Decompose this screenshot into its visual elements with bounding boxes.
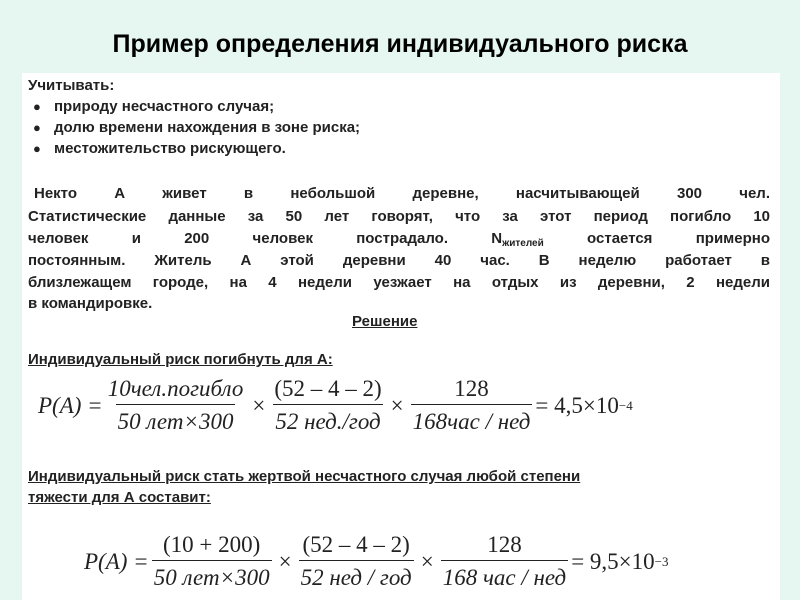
numerator: (10 + 200) xyxy=(162,532,261,557)
times-sign: × xyxy=(252,392,266,418)
denominator: 168 час / нед xyxy=(441,560,569,591)
fraction xyxy=(299,532,414,591)
numerator: 128 xyxy=(454,376,489,401)
formula-lhs: P(A) = xyxy=(84,548,149,574)
formula-2 xyxy=(84,532,669,591)
numerator: 128 xyxy=(487,532,522,557)
denominator: 168час / нед xyxy=(411,404,533,435)
formula-lhs: P(A) = xyxy=(38,392,103,418)
paragraph-line: постоянным. Житель А этой деревни 40 час. В неделю работает в xyxy=(28,252,770,269)
exponent: −4 xyxy=(618,397,633,413)
numerator: 10чел.погибло xyxy=(107,376,244,401)
exponent: −3 xyxy=(654,553,669,569)
numerator: (52 – 4 – 2) xyxy=(274,376,382,401)
paragraph-line xyxy=(28,228,770,249)
subscript-text: жителей xyxy=(502,238,544,249)
consider-heading: Учитывать: xyxy=(28,77,115,94)
formula-result: = 9,5×10 xyxy=(571,548,655,574)
bullet-icon: ● xyxy=(33,120,41,135)
fraction xyxy=(441,532,569,591)
list-item-text: местожительство рискующего. xyxy=(54,140,286,157)
list-item xyxy=(28,96,360,117)
list-item-text: долю времени нахождения в зоне риска; xyxy=(54,119,361,136)
bullet-icon: ● xyxy=(33,141,41,156)
risk1-heading: Индивидуальный риск погибнуть для А: xyxy=(28,351,333,368)
slide-title: Пример определения индивидуального риска xyxy=(112,30,688,58)
fraction xyxy=(152,532,272,591)
list-item xyxy=(28,117,360,138)
denominator: 52 нед./год xyxy=(273,404,382,435)
list-item-text: природу несчастного случая; xyxy=(54,98,275,115)
denominator: 50 лет×300 xyxy=(152,560,272,591)
fraction xyxy=(411,376,533,435)
fraction xyxy=(272,376,383,435)
risk2-heading-line2: тяжести для А составит: xyxy=(28,489,211,506)
formula-1 xyxy=(38,376,633,435)
risk2-heading-line1: Индивидуальный риск стать жертвой несчастного случая любой степени xyxy=(28,468,581,485)
times-sign: × xyxy=(390,392,404,418)
paragraph-line: Статистические данные за 50 лет говорят, что за этот период погибло 10 xyxy=(28,208,770,225)
times-sign: × xyxy=(278,548,292,574)
numerator: (52 – 4 – 2) xyxy=(302,532,410,557)
denominator: 52 нед / год xyxy=(299,560,414,591)
consider-list xyxy=(28,96,360,159)
list-item xyxy=(28,138,360,159)
formula-result: = 4,5×10 xyxy=(535,392,619,418)
denominator: 50 лет×300 xyxy=(116,404,236,435)
times-sign: × xyxy=(420,548,434,574)
paragraph-line: близлежащем городе, на 4 недели уезжает на отдых из деревни, 2 недели xyxy=(28,274,770,291)
paragraph-line: в командировке. xyxy=(28,295,153,312)
fraction xyxy=(106,376,246,435)
paragraph-text: человек и 200 человек пострадало. N xyxy=(28,230,503,247)
bullet-icon: ● xyxy=(33,99,41,114)
paragraph-text: остается примерно xyxy=(543,230,770,247)
solution-heading: Решение xyxy=(352,313,418,330)
paragraph-line: Некто А живет в небольшой деревне, насчитывающей 300 чел. xyxy=(34,185,770,202)
